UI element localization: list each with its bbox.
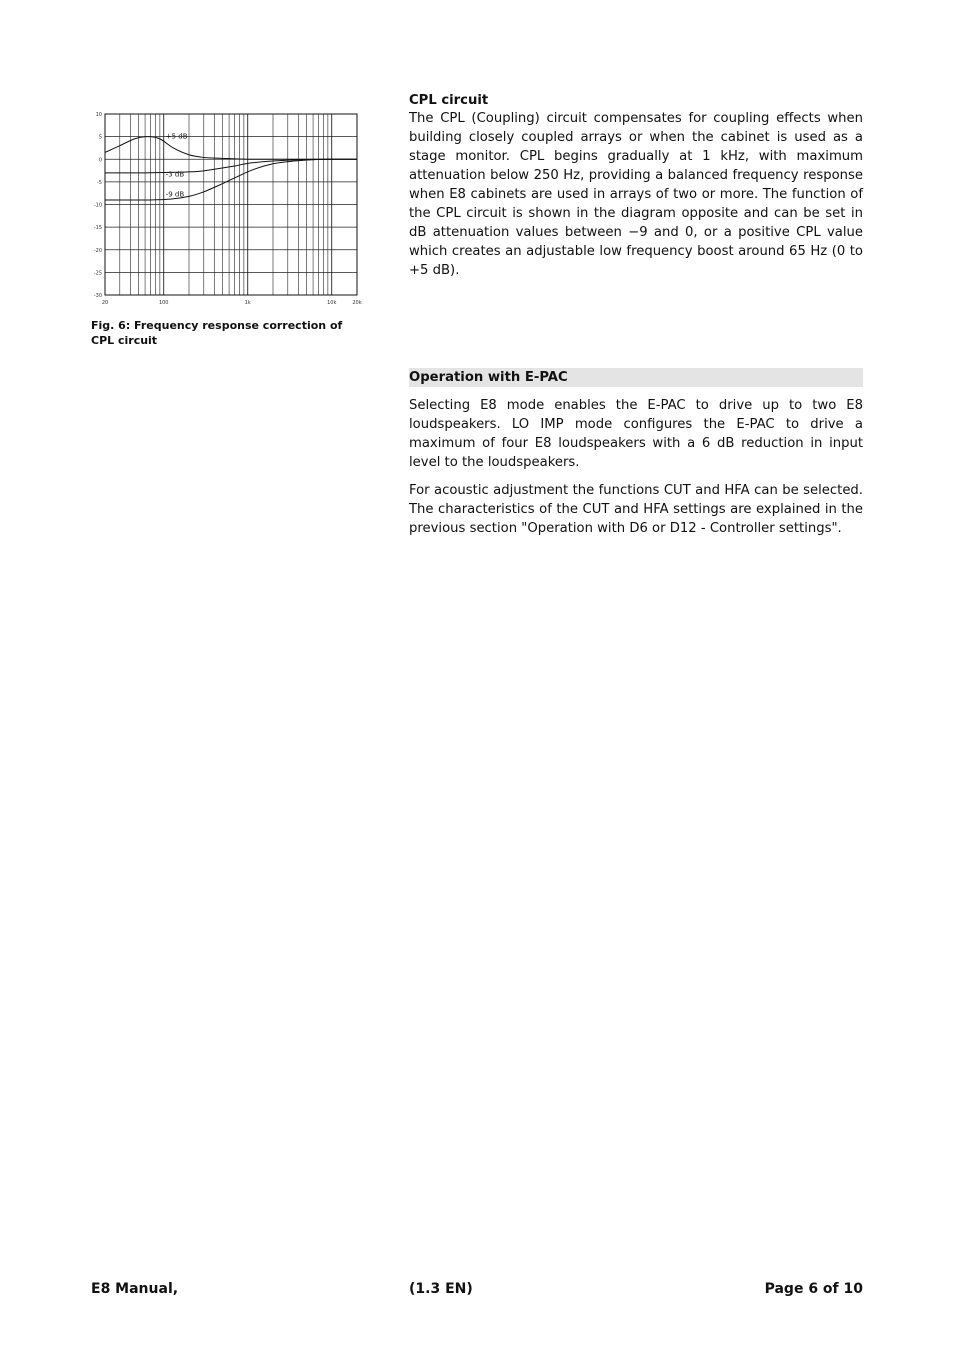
y-tick-label: 5 xyxy=(98,134,102,141)
figure-caption: Fig. 6: Frequency response correction of CPL circuit xyxy=(91,319,343,347)
footer-right: Page 6 of 10 xyxy=(764,1281,863,1297)
y-tick-label: -25 xyxy=(93,270,102,277)
chart-svg xyxy=(88,108,366,310)
y-tick-label: -20 xyxy=(93,247,102,254)
cpl-section xyxy=(409,92,863,280)
series-label: -9 dB xyxy=(165,190,185,199)
y-tick-label: -30 xyxy=(93,293,102,299)
series-label: +5 dB xyxy=(165,132,188,141)
x-tick-label: 100 xyxy=(158,300,169,306)
footer-left: E8 Manual, xyxy=(91,1281,179,1297)
x-tick-label: 1k xyxy=(244,300,251,306)
epac-paragraph-1: Selecting E8 mode enables the E-PAC to drive up to two E8 loudspeakers. LO IMP mode configures the E-PAC to drive a maximum of four E8 loudspeakers with a 6 dB reduction in input level to the loudspeakers. xyxy=(409,398,863,470)
series-curve xyxy=(105,137,357,160)
x-tick-label: 20 xyxy=(101,300,109,306)
series-label: -3 dB xyxy=(165,170,185,179)
series-curve xyxy=(105,159,357,200)
x-tick-label: 20k xyxy=(352,300,362,306)
x-tick-label: 10k xyxy=(327,300,337,306)
y-tick-label: 10 xyxy=(95,112,102,118)
epac-section xyxy=(409,368,863,538)
y-tick-label: -10 xyxy=(93,202,102,209)
y-tick-label: 0 xyxy=(98,157,102,164)
y-tick-label: -15 xyxy=(93,225,102,232)
cpl-frequency-response-chart xyxy=(88,108,366,310)
y-tick-label: -5 xyxy=(97,179,102,186)
footer-center: (1.3 EN) xyxy=(409,1281,473,1297)
cpl-heading: CPL circuit xyxy=(409,93,489,108)
series-curve xyxy=(105,159,357,173)
cpl-body: The CPL (Coupling) circuit compensates for coupling effects when building closely coupled arrays or when the cabinet is used as a stage monitor. CPL begins gradually at 1 kHz, with maximum attenuation below 250 Hz, providing a balanced frequency response when E8 cabinets are used in arrays of two or more. The function of the CPL circuit is shown in the diagram opposite and can be set in dB attenuation values between −9 and 0, or a positive CPL value which creates an adjustable low frequency boost around 65 Hz (0 to +5 dB). xyxy=(409,111,863,278)
epac-heading: Operation with E-PAC xyxy=(409,368,863,387)
epac-paragraph-2: For acoustic adjustment the functions CUT and HFA can be selected. The characteristics of the CUT and HFA settings are explained in the previous section "Operation with D6 or D12 - Controller settings". xyxy=(409,483,863,536)
